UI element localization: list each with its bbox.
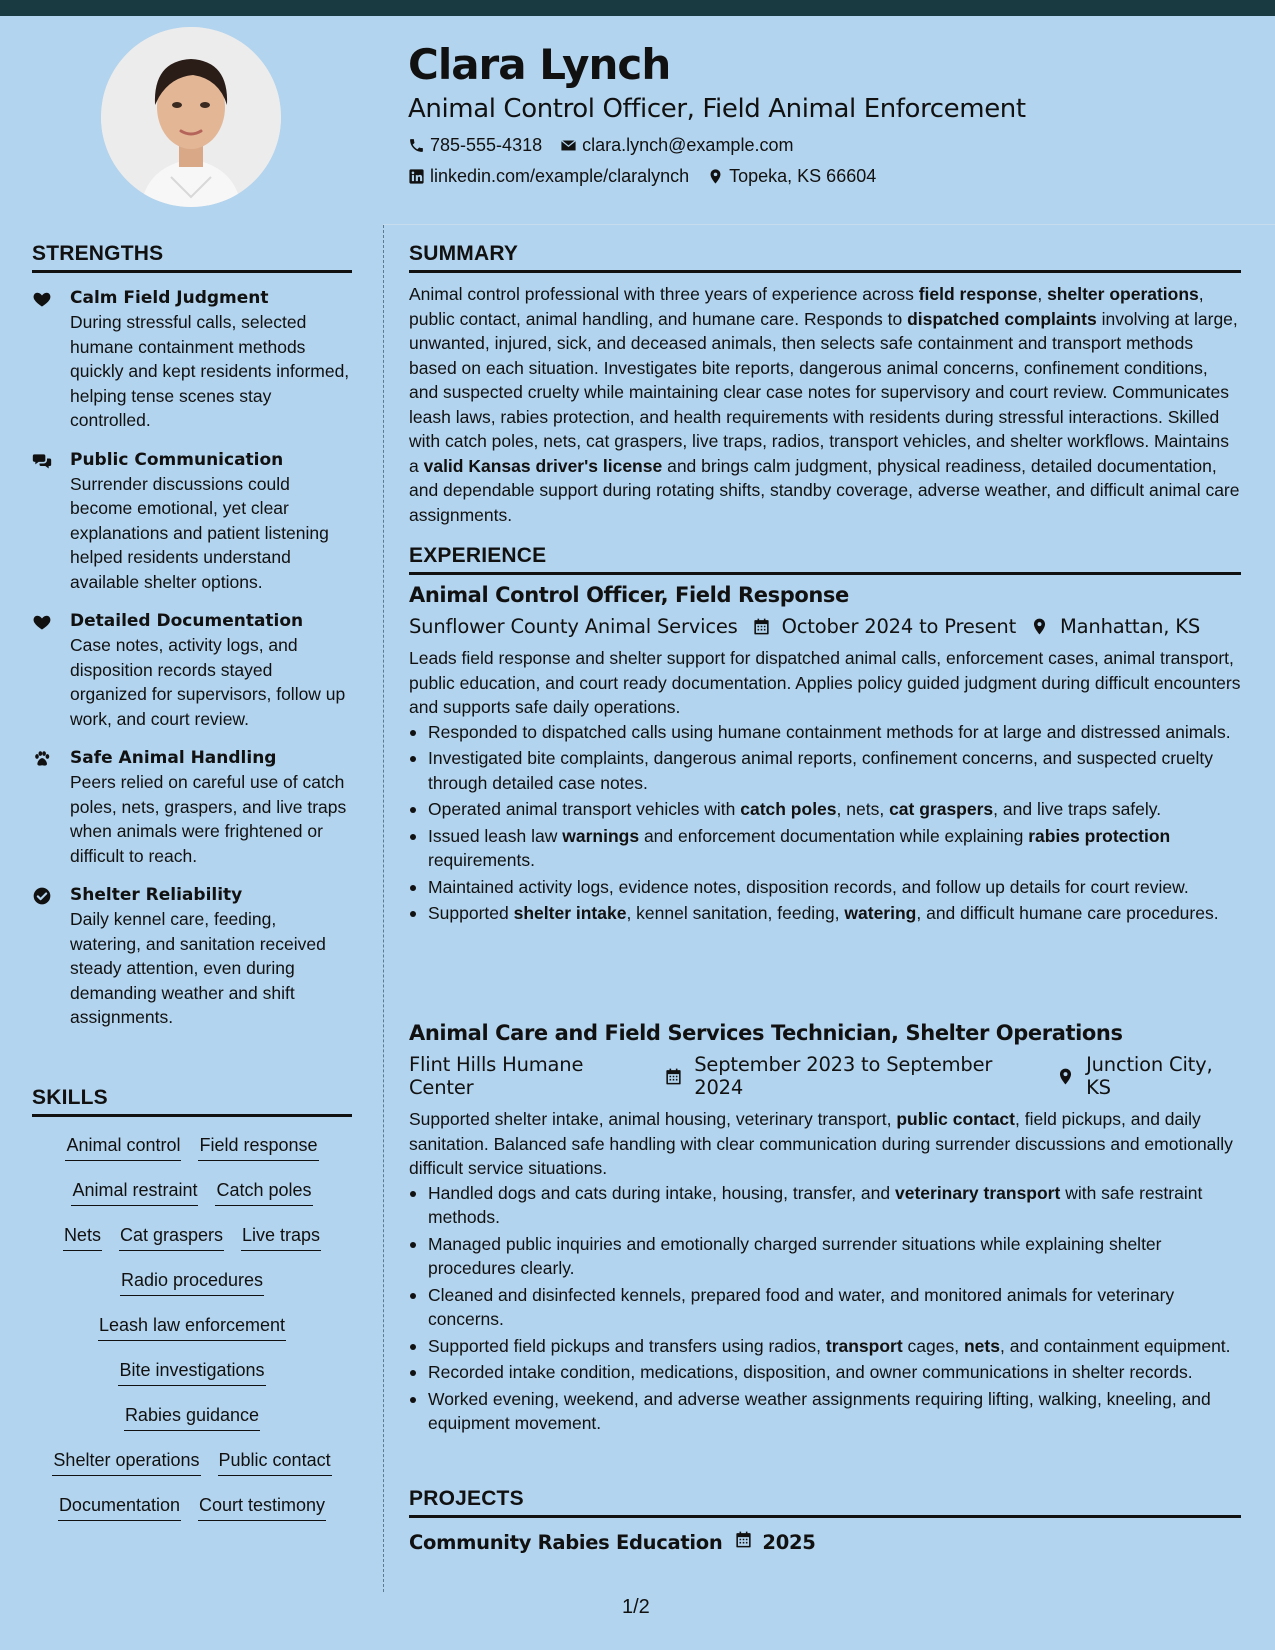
- strength-description: Daily kennel care, feeding, watering, and sanitation received steady attention, even during demanding weather and shift assignments.: [70, 909, 326, 1027]
- strength-title: Calm Field Judgment: [70, 288, 269, 308]
- skill-row: [32, 1178, 352, 1223]
- job-role: Animal Control Officer, Field Response: [409, 583, 849, 607]
- emphasis-text: veterinary transport: [894, 1182, 1061, 1203]
- bullet-item: [409, 901, 1241, 926]
- text-run: Investigated bite complaints, dangerous animal reports, confinement concerns, and suspected cruelty through detailed case notes.: [428, 748, 1214, 793]
- skill-tag: Catch poles: [215, 1178, 312, 1206]
- text-run: involving at large, unwanted, injured, sick, and deceased animals, then selects safe containment and transport methods based on each situation. Investigates bite reports, dangerous animal concerns, confinement conditions, and suspected cruelty while maintaining clear case notes for supervisory and court review. Communicates leash laws, rabies protection, and health requirements with residents during stressful interactions. Skilled with catch poles, nets, cat graspers, live traps, radios, transport vehicles, and shelter workflows. Maintains a: [409, 308, 1238, 476]
- text-run: Operated animal transport vehicles with: [428, 799, 741, 819]
- text-run: Leads field response and shelter support for dispatched animal calls, enforcement cases, animal transport, public education, and court ready documentation. Applies policy guided judgment during difficult encounters and supports safe daily operations.: [409, 648, 1241, 717]
- calendar-icon: [650, 1067, 694, 1086]
- job-bullets: [409, 720, 1241, 926]
- heart-icon: [32, 286, 70, 433]
- emphasis-text: shelter operations: [1047, 284, 1199, 304]
- skill-tag: Animal control: [65, 1133, 181, 1161]
- skill-tag: Radio procedures: [120, 1268, 264, 1296]
- job-entry: [409, 583, 1241, 928]
- strength-description: Case notes, activity logs, and disposition records stayed organized for supervisors, follow up work, and court review.: [70, 635, 346, 729]
- top-accent-bar: [0, 0, 1275, 16]
- candidate-title: Animal Control Officer, Field Animal Enforcement: [408, 94, 1026, 124]
- text-run: and enforcement documentation while explaining: [639, 825, 1029, 846]
- bullet-item: [409, 824, 1241, 873]
- text-run: Animal control professional with three years of experience across: [409, 284, 919, 304]
- profile-photo: [101, 27, 281, 207]
- emphasis-text: warnings: [562, 825, 640, 846]
- strength-item: [32, 746, 352, 868]
- bullet-item: [409, 1232, 1241, 1281]
- emphasis-text: shelter intake: [513, 903, 627, 923]
- skill-tag: Nets: [63, 1223, 102, 1251]
- bullet-item: [409, 1181, 1241, 1230]
- email-contact[interactable]: [560, 135, 793, 156]
- bullet-item: [409, 1283, 1241, 1332]
- check-circle-icon: [32, 883, 70, 1030]
- text-run: Responded to dispatched calls using humane containment methods for at large and distressed animals.: [428, 721, 1231, 742]
- text-run: ,: [1037, 284, 1048, 304]
- strength-title: Detailed Documentation: [70, 611, 304, 631]
- text-run: , and live traps safely.: [993, 799, 1162, 819]
- text-run: , and containment equipment.: [999, 1335, 1231, 1356]
- skill-tag: Leash law enforcement: [98, 1313, 286, 1341]
- text-run: , kennel sanitation, feeding,: [626, 903, 845, 923]
- skill-row: [32, 1223, 352, 1268]
- heart-icon: [32, 609, 70, 731]
- text-run: and brings calm judgment, physical readiness, detailed documentation, and dependable support during rotating shifts, standby coverage, adverse weather, and difficult animal care assignments.: [409, 455, 1240, 525]
- job-location: Manhattan, KS: [1060, 615, 1201, 638]
- text-run: Issued leash law: [428, 825, 563, 846]
- phone-contact[interactable]: [408, 135, 542, 156]
- job-meta: [409, 1053, 1241, 1099]
- job-description: [409, 646, 1241, 720]
- text-run: , and difficult humane care procedures.: [916, 903, 1219, 923]
- job-dates: September 2023 to September 2024: [694, 1053, 993, 1099]
- bullet-item: [409, 1334, 1241, 1359]
- text-run: Recorded intake condition, medications, disposition, and owner communications in shelter records.: [428, 1362, 1193, 1382]
- skill-tag: Cat graspers: [119, 1223, 224, 1251]
- job-organization: Sunflower County Animal Services: [409, 615, 738, 638]
- strength-description: Surrender discussions could become emotional, yet clear explanations and patient listening helped residents understand available shelter options.: [70, 473, 329, 592]
- skill-row: [32, 1133, 352, 1178]
- bullet-item: [409, 720, 1241, 745]
- strength-item: [32, 448, 352, 595]
- phone-icon: [408, 137, 425, 154]
- header-divider: [383, 224, 1275, 225]
- linkedin-contact[interactable]: [408, 166, 689, 187]
- location-contact: [707, 166, 876, 187]
- job-entry: [409, 1021, 1241, 1438]
- emphasis-text: rabies protection: [1028, 825, 1171, 846]
- skill-tag: Shelter operations: [52, 1448, 200, 1476]
- job-role: Animal Care and Field Services Technician, Shelter Operations: [409, 1021, 1123, 1045]
- skills-list: [32, 1133, 352, 1538]
- project-year: 2025: [762, 1530, 816, 1554]
- emphasis-text: catch poles: [740, 799, 837, 819]
- skill-tag: Documentation: [58, 1493, 181, 1521]
- job-location: Junction City, KS: [1086, 1053, 1213, 1099]
- text-run: Handled dogs and cats during intake, housing, transfer, and: [428, 1182, 895, 1203]
- emphasis-text: valid Kansas driver's license: [423, 455, 663, 476]
- contact-row-2: [408, 166, 890, 187]
- job-description: [409, 1107, 1241, 1181]
- strength-title: Shelter Reliability: [70, 885, 243, 905]
- project-entry: [409, 1530, 1241, 1554]
- text-run: Maintained activity logs, evidence notes, disposition records, and follow up details for court review.: [428, 876, 1189, 897]
- strength-description: During stressful calls, selected humane containment methods quickly and kept residents informed, helping tense scenes stay controlled.: [70, 312, 350, 430]
- emphasis-text: field response: [918, 284, 1038, 304]
- bullet-item: [409, 1360, 1241, 1385]
- map-pin-icon: [1016, 617, 1060, 636]
- page-number: 1/2: [622, 1596, 650, 1618]
- envelope-icon: [560, 137, 577, 154]
- skill-tag: Animal restraint: [71, 1178, 198, 1206]
- map-pin-icon: [707, 168, 724, 185]
- project-name: Community Rabies Education: [409, 1530, 723, 1554]
- skill-tag: Public contact: [218, 1448, 332, 1476]
- text-run: Worked evening, weekend, and adverse weather assignments requiring lifting, walking, kneeling, and equipment movement.: [428, 1388, 1211, 1433]
- text-run: Managed public inquiries and emotionally charged surrender situations while explaining shelter procedures clearly.: [428, 1233, 1162, 1278]
- skill-tag: Bite investigations: [118, 1358, 265, 1386]
- job-meta: [409, 615, 1241, 638]
- calendar-icon: [722, 1530, 762, 1554]
- text-run: requirements.: [428, 850, 535, 870]
- job-dates: October 2024 to Present: [781, 615, 1017, 638]
- emphasis-text: public contact: [896, 1109, 1015, 1129]
- skill-row: [32, 1358, 352, 1403]
- emphasis-text: nets: [963, 1335, 1000, 1356]
- skill-tag: Field response: [198, 1133, 318, 1161]
- emphasis-text: dispatched complaints: [907, 308, 1097, 329]
- experience-heading: EXPERIENCE: [409, 544, 1241, 575]
- emphasis-text: cat graspers: [889, 799, 994, 819]
- linkedin-icon: [408, 168, 425, 185]
- strengths-heading: STRENGTHS: [32, 242, 352, 273]
- skill-tag: Live traps: [241, 1223, 321, 1251]
- projects-heading: PROJECTS: [409, 1487, 1241, 1518]
- emphasis-text: transport: [825, 1335, 903, 1356]
- strength-description: Peers relied on careful use of catch poles, nets, graspers, and live traps when animals were frightened or difficult to reach.: [70, 772, 347, 866]
- contact-row-1: [408, 135, 807, 156]
- skill-row: [32, 1448, 352, 1493]
- calendar-icon: [738, 617, 782, 636]
- paw-icon: [32, 746, 70, 868]
- text-run: , public contact, animal handling, and humane care. Responds to: [409, 284, 1204, 329]
- strength-title: Safe Animal Handling: [70, 748, 277, 768]
- skill-row: [32, 1268, 352, 1313]
- bullet-item: [409, 1387, 1241, 1436]
- skill-tag: Rabies guidance: [124, 1403, 260, 1431]
- emphasis-text: watering: [844, 903, 917, 923]
- column-divider: [383, 225, 384, 1592]
- skills-heading: SKILLS: [32, 1086, 352, 1117]
- location-text: Topeka, KS 66604: [729, 166, 877, 186]
- job-organization: Flint Hills Humane Center: [409, 1053, 584, 1099]
- skill-row: [32, 1403, 352, 1448]
- text-run: , nets,: [836, 799, 890, 819]
- email-text: clara.lynch@example.com: [582, 135, 794, 155]
- skill-row: [32, 1313, 352, 1358]
- phone-text: 785-555-4318: [430, 135, 543, 155]
- bullet-item: [409, 875, 1241, 900]
- bullet-item: [409, 797, 1241, 822]
- text-run: , field pickups, and daily sanitation. Balanced safe handling with clear communication during surrender discussions and emotionally difficult service situations.: [409, 1109, 1233, 1178]
- text-run: Supported field pickups and transfers using radios,: [428, 1335, 826, 1356]
- summary-text: [409, 282, 1241, 527]
- text-run: Cleaned and disinfected kennels, prepared food and water, and monitored animals for veterinary concerns.: [428, 1284, 1175, 1329]
- map-pin-icon: [1042, 1067, 1086, 1086]
- strength-title: Public Communication: [70, 449, 284, 470]
- strength-item: [32, 609, 352, 731]
- candidate-name: Clara Lynch: [408, 40, 671, 89]
- bullet-item: [409, 746, 1241, 795]
- text-run: Supported shelter intake, animal housing, veterinary transport,: [409, 1109, 897, 1129]
- strengths-list: [32, 286, 352, 1045]
- skill-row: [32, 1493, 352, 1538]
- skill-tag: Court testimony: [198, 1493, 326, 1521]
- text-run: Supported: [428, 903, 514, 923]
- comments-icon: [32, 448, 70, 595]
- summary-heading: SUMMARY: [409, 242, 1241, 273]
- strength-item: [32, 286, 352, 433]
- strength-item: [32, 883, 352, 1030]
- linkedin-text: linkedin.com/example/claralynch: [430, 166, 690, 186]
- text-run: cages,: [902, 1335, 964, 1356]
- job-bullets: [409, 1181, 1241, 1436]
- text-run: with safe restraint methods.: [428, 1182, 1203, 1227]
